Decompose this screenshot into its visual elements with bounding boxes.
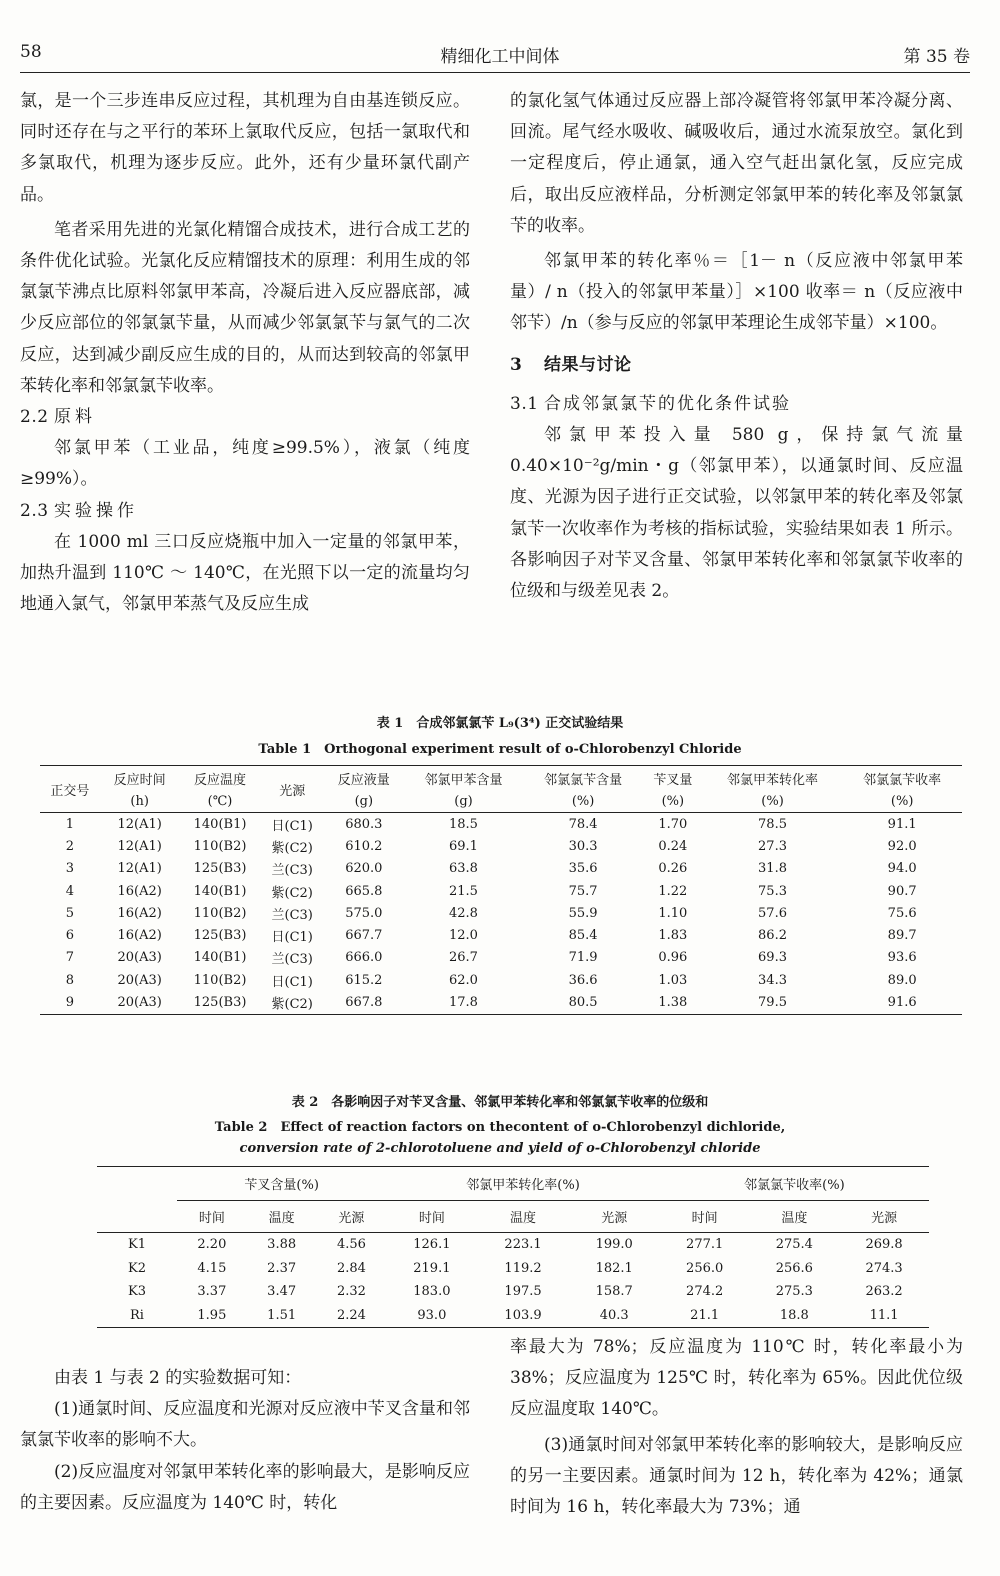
table2-cell: 183.0 bbox=[413, 1284, 451, 1300]
table2-cell: 3.37 bbox=[197, 1284, 227, 1300]
table1-cell: 0.24 bbox=[658, 838, 688, 854]
table1-row bbox=[40, 902, 962, 924]
volume-label: 第 35 卷 bbox=[903, 47, 970, 67]
table1-cell: 69.3 bbox=[758, 950, 787, 966]
table2-caption-en-2: conversion rate of 2-chlorotoluene and yield of o-Chlorobenzyl chloride bbox=[239, 1141, 761, 1156]
table1-cell: 6 bbox=[65, 928, 75, 944]
table1-cell: 140(B1) bbox=[193, 883, 247, 899]
table1-cell: 93.6 bbox=[887, 950, 917, 966]
table1-cell: 75.7 bbox=[568, 883, 598, 899]
table1-caption-cn: 表 1 合成邻氯氯苄 L₉(3⁴) 正交试验结果 bbox=[376, 716, 624, 731]
table2-cell: 11.1 bbox=[869, 1307, 899, 1323]
table2-subheader: 光源 bbox=[839, 1201, 929, 1233]
table2-subheader: 光源 bbox=[569, 1201, 660, 1233]
table1-cell: 615.2 bbox=[345, 972, 383, 988]
bottom-right-column bbox=[510, 1332, 963, 1523]
table1-cell: 20(A3) bbox=[117, 972, 162, 988]
table1-cell: 12(A1) bbox=[117, 838, 162, 854]
table1-cell: 125(B3) bbox=[193, 861, 247, 877]
table2-cell: K1 bbox=[128, 1237, 146, 1253]
table1-unit: (h) bbox=[100, 790, 180, 813]
section-2-3-heading bbox=[20, 496, 470, 527]
table2-cell: 2.32 bbox=[336, 1284, 366, 1300]
table2-row bbox=[97, 1280, 929, 1304]
table1-cell: 620.0 bbox=[345, 861, 383, 877]
table1-cell: 1.10 bbox=[658, 905, 688, 921]
table2-subheader: 温度 bbox=[247, 1201, 317, 1233]
table1-unit: (%) bbox=[703, 790, 843, 813]
section-title: 原料 bbox=[54, 407, 96, 428]
table2-cell: 119.2 bbox=[504, 1260, 542, 1276]
table1-row bbox=[40, 858, 962, 880]
table1-cell: 57.6 bbox=[758, 905, 787, 921]
table2-cell: Ri bbox=[130, 1307, 144, 1323]
table1-cell: 12(A1) bbox=[117, 861, 162, 877]
table2-subheader: 温度 bbox=[750, 1201, 840, 1233]
table1-row bbox=[40, 880, 962, 902]
table1-cell: 63.8 bbox=[449, 861, 478, 877]
table1-cell: 94.0 bbox=[887, 861, 917, 877]
table1-cell: 667.8 bbox=[345, 995, 383, 1011]
left-column bbox=[20, 86, 470, 620]
table1-row bbox=[40, 835, 962, 857]
table1-header: 光源 bbox=[260, 766, 323, 813]
table2-cell: 274.2 bbox=[686, 1284, 724, 1300]
table2-subheader: 光源 bbox=[317, 1201, 387, 1233]
section-number: 3.1 bbox=[510, 393, 539, 414]
table1-cell: 62.0 bbox=[449, 972, 478, 988]
table2-cell: 40.3 bbox=[599, 1307, 629, 1323]
table2-cell: 158.7 bbox=[595, 1284, 633, 1300]
table2-cell: 93.0 bbox=[417, 1307, 447, 1323]
table1-cell: 1.70 bbox=[658, 816, 688, 832]
table1-row bbox=[40, 813, 962, 836]
table2-corner bbox=[97, 1167, 177, 1233]
bottom-right-para-2: (3)通氯时间对邻氯甲苯转化率的影响较大，是影响反应的另一主要因素。通氯时间为 12 h，转化率为 42%；通氯时间为 16 h，转化率最大为 73%；通 bbox=[510, 1434, 963, 1518]
table1-cell: 18.5 bbox=[449, 816, 478, 832]
table2-cell: 2.84 bbox=[336, 1260, 366, 1276]
table2 bbox=[97, 1166, 929, 1328]
table1-cell: 110(B2) bbox=[193, 905, 247, 921]
table1-unit: (g) bbox=[404, 790, 524, 813]
table2-cell: 256.0 bbox=[686, 1260, 724, 1276]
table1-unit: (%) bbox=[842, 790, 962, 813]
table1-cell: 5 bbox=[65, 905, 75, 921]
table2-row bbox=[97, 1304, 929, 1328]
table1-unit: (℃) bbox=[180, 790, 261, 813]
right-para-1: 的氯化氢气体通过反应器上部冷凝管将邻氯甲苯冷凝分离、回流。尾气经水吸收、碱吸收后，通过水流泵放空。氯化到一定程度后，停止通氯，通入空气赶出氯化氢，反应完成后，取出反应液样品，分析测定邻氯甲苯的转化率及邻氯氯苄的收率。 bbox=[510, 91, 963, 236]
table1-cell: 78.4 bbox=[568, 816, 598, 832]
bottom-left-para-2: (1)通氯时间、反应温度和光源对反应液中苄叉含量和邻氯氯苄收率的影响不大。 bbox=[20, 1399, 470, 1451]
table1-header: 反应液量 bbox=[337, 772, 390, 788]
table1-cell: 610.2 bbox=[345, 838, 383, 854]
table1-cell: 91.6 bbox=[887, 995, 917, 1011]
bottom-left-para-3: (2)反应温度对邻氯甲苯转化率的影响最大，是影响反应的主要因素。反应温度为 140℃ 时，转化 bbox=[20, 1461, 470, 1513]
right-para-3: 邻氯甲苯投入量 580 g，保持氯气流量 0.40×10⁻²g/min・g（邻氯甲苯），以通氯时间、反应温度、光源为因子进行正交试验，以邻氯甲苯的转化率及邻氯氯苄一次收率作为考核的指标试验，实验结果如表 1 所示。各影响因子对苄叉含量、邻氯甲苯转化率和邻氯氯苄收率的位级和与级差见表 2。 bbox=[510, 425, 963, 602]
table2-cell: 199.0 bbox=[595, 1237, 633, 1253]
table2-row bbox=[97, 1233, 929, 1257]
table2-cell: 1.95 bbox=[197, 1307, 227, 1323]
table2-cell: 1.51 bbox=[267, 1307, 297, 1323]
table1-cell: 21.5 bbox=[449, 883, 478, 899]
table1-cell: 12.0 bbox=[449, 928, 478, 944]
page-number: 58 bbox=[20, 42, 42, 62]
table1-cell: 1.22 bbox=[658, 883, 688, 899]
table2-subheader: 时间 bbox=[177, 1201, 247, 1233]
table2-cell: 197.5 bbox=[504, 1284, 542, 1300]
table2-cell: 21.1 bbox=[690, 1307, 720, 1323]
table1-cell: 78.5 bbox=[758, 816, 787, 832]
left-para-3: 邻氯甲苯（工业品，纯度≥99.5%），液氯（纯度≥99%）。 bbox=[20, 438, 470, 490]
table1-cell: 69.1 bbox=[449, 838, 478, 854]
section-2-2-heading bbox=[20, 402, 470, 433]
right-para-2: 邻氯甲苯的转化率％＝［1－ n（反应液中邻氯甲苯量）/ n（投入的邻氯甲苯量）］×100 收率＝ n（反应液中邻苄）/n（参与反应的邻氯甲苯理论生成邻苄量）×100。 bbox=[510, 251, 963, 334]
table2-cell: 126.1 bbox=[413, 1237, 451, 1253]
table1-cell: 31.8 bbox=[758, 861, 787, 877]
table1-row bbox=[40, 924, 962, 946]
table2-cell: 3.47 bbox=[267, 1284, 297, 1300]
table2-cell: 2.20 bbox=[197, 1237, 227, 1253]
table1-cell: 16(A2) bbox=[117, 883, 162, 899]
table1-cell: 42.8 bbox=[449, 905, 478, 921]
table1-cell: 75.3 bbox=[758, 883, 787, 899]
table2-group-header: 邻氯氯苄收率(%) bbox=[660, 1167, 929, 1201]
table2-cell: 274.3 bbox=[865, 1260, 903, 1276]
table2-cell: 182.1 bbox=[595, 1260, 633, 1276]
table2-cell: 4.56 bbox=[336, 1237, 366, 1253]
table2-caption-cn: 表 2 各影响因子对苄叉含量、邻氯甲苯转化率和邻氯氯苄收率的位级和 bbox=[291, 1095, 709, 1110]
table1-cell: 125(B3) bbox=[193, 995, 247, 1011]
table1-unit: (%) bbox=[523, 790, 643, 813]
table1-cell: 12(A1) bbox=[117, 816, 162, 832]
table2-caption-en-1: Table 2 Effect of reaction factors on thecontent of o-Chlorobenzyl dichloride, bbox=[214, 1120, 786, 1135]
table2-subheader: 温度 bbox=[477, 1201, 568, 1233]
table2-cell: 4.15 bbox=[197, 1260, 227, 1276]
table1-unit: (g) bbox=[324, 790, 404, 813]
table1-cell: 日(C1) bbox=[271, 818, 313, 834]
table1-cell: 35.6 bbox=[568, 861, 598, 877]
table1-cell: 日(C1) bbox=[271, 930, 313, 946]
table1 bbox=[40, 765, 962, 1015]
table1-cell: 140(B1) bbox=[193, 816, 247, 832]
table1-cell: 1 bbox=[65, 816, 75, 832]
table1-cell: 89.7 bbox=[887, 928, 917, 944]
table1-cell: 666.0 bbox=[345, 950, 383, 966]
table1-cell: 34.3 bbox=[758, 972, 787, 988]
table1-cell: 日(C1) bbox=[271, 974, 313, 990]
table2-group-header: 苄叉含量(%) bbox=[177, 1167, 386, 1201]
table1-cell: 0.26 bbox=[658, 861, 688, 877]
section-title: 合成邻氯氯苄的优化条件试验 bbox=[544, 393, 791, 414]
table1-cell: 110(B2) bbox=[193, 838, 247, 854]
table1-header: 邻氯氯苄收率 bbox=[863, 772, 942, 788]
table1-cell: 26.7 bbox=[449, 950, 478, 966]
table1-row bbox=[40, 947, 962, 969]
section-3-heading bbox=[510, 350, 963, 381]
table1-cell: 667.7 bbox=[345, 928, 383, 944]
table1-cell: 79.5 bbox=[758, 995, 787, 1011]
header-rule bbox=[20, 72, 970, 73]
table1-cell: 680.3 bbox=[345, 816, 383, 832]
table1-cell: 9 bbox=[65, 995, 75, 1011]
table2-cell: 275.3 bbox=[775, 1284, 813, 1300]
table1-cell: 90.7 bbox=[887, 883, 917, 899]
table2-subheader: 时间 bbox=[386, 1201, 477, 1233]
section-3-1-heading bbox=[510, 389, 963, 420]
table1-cell: 0.96 bbox=[658, 950, 688, 966]
table2-group-header: 邻氯甲苯转化率(%) bbox=[386, 1167, 660, 1201]
table1-cell: 兰(C3) bbox=[271, 863, 313, 879]
table1-cell: 紫(C2) bbox=[271, 840, 313, 856]
section-number: 3 bbox=[510, 354, 523, 375]
table1-cell: 125(B3) bbox=[193, 928, 247, 944]
left-para-2: 笔者采用先进的光氯化精馏合成技术，进行合成工艺的条件优化试验。光氯化反应精馏技术的原理：利用生成的邻氯氯苄沸点比原料邻氯甲苯高，冷凝后进入反应器底部，减少反应部位的邻氯氯苄量，从而减少邻氯氯苄与氯气的二次反应，达到减少副反应生成的目的，从而达到较高的邻氯甲苯转化率和邻氯氯苄收率。 bbox=[20, 219, 470, 396]
table1-cell: 55.9 bbox=[568, 905, 598, 921]
table1-cell: 4 bbox=[65, 883, 75, 899]
table1-cell: 80.5 bbox=[568, 995, 598, 1011]
table1-header: 苄叉量 bbox=[653, 772, 693, 788]
table2-cell: 2.37 bbox=[267, 1260, 297, 1276]
table1-cell: 16(A2) bbox=[117, 928, 162, 944]
table1-cell: 92.0 bbox=[887, 838, 917, 854]
table1-header: 邻氯氯苄含量 bbox=[544, 772, 623, 788]
table1-cell: 16(A2) bbox=[117, 905, 162, 921]
table1-cell: 8 bbox=[65, 972, 75, 988]
table1-cell: 30.3 bbox=[568, 838, 598, 854]
bottom-right-para-1: 率最大为 78%；反应温度为 110℃ 时，转化率最小为 38%；反应温度为 125℃ 时，转化率为 65%。因此优位级反应温度取 140℃。 bbox=[510, 1337, 963, 1420]
table1-cell: 75.6 bbox=[887, 905, 917, 921]
table1-cell: 2 bbox=[65, 838, 75, 854]
table1-header: 邻氯甲苯转化率 bbox=[727, 772, 819, 788]
table1-cell: 兰(C3) bbox=[271, 907, 313, 923]
table1-caption-en: Table 1 Orthogonal experiment result of o-Chlorobenzyl Chloride bbox=[258, 742, 742, 757]
section-title: 结果与讨论 bbox=[544, 354, 632, 375]
table1-cell: 紫(C2) bbox=[271, 997, 313, 1013]
table2-cell: 275.4 bbox=[775, 1237, 813, 1253]
table1-cell: 7 bbox=[65, 950, 75, 966]
right-column bbox=[510, 86, 963, 607]
table1-cell: 27.3 bbox=[758, 838, 787, 854]
table2-cell: K2 bbox=[128, 1260, 146, 1276]
table2-cell: 256.6 bbox=[775, 1260, 813, 1276]
table1-header: 反应时间 bbox=[113, 772, 166, 788]
table1-cell: 36.6 bbox=[568, 972, 598, 988]
section-title: 实验操作 bbox=[54, 500, 138, 521]
table2-cell: 263.2 bbox=[865, 1284, 903, 1300]
table1-cell: 110(B2) bbox=[193, 972, 247, 988]
table1-cell: 20(A3) bbox=[117, 950, 162, 966]
table2-cell: 219.1 bbox=[413, 1260, 451, 1276]
table1-header: 邻氯甲苯含量 bbox=[424, 772, 503, 788]
table2-cell: 269.8 bbox=[865, 1237, 903, 1253]
table1-cell: 665.8 bbox=[345, 883, 383, 899]
table1-cell: 17.8 bbox=[449, 995, 478, 1011]
table2-cell: K3 bbox=[128, 1284, 146, 1300]
table2-subheader: 时间 bbox=[660, 1201, 750, 1233]
table2-cell: 223.1 bbox=[504, 1237, 542, 1253]
table1-row bbox=[40, 969, 962, 991]
left-para-4: 在 1000 ml 三口反应烧瓶中加入一定量的邻氯甲苯，加热升温到 110℃ ～ 140℃，在光照下以一定的流量均匀地通入氯气，邻氯甲苯蒸气及反应生成 bbox=[20, 531, 470, 615]
journal-title: 精细化工中间体 bbox=[440, 47, 560, 67]
table2-cell: 18.8 bbox=[779, 1307, 809, 1323]
table1-cell: 兰(C3) bbox=[271, 952, 313, 968]
table1-cell: 3 bbox=[65, 861, 75, 877]
table1-cell: 89.0 bbox=[887, 972, 917, 988]
table1-cell: 575.0 bbox=[345, 905, 383, 921]
table1-cell: 1.03 bbox=[658, 972, 688, 988]
table1-cell: 85.4 bbox=[568, 928, 598, 944]
table1-cell: 86.2 bbox=[758, 928, 787, 944]
table2-cell: 3.88 bbox=[267, 1237, 297, 1253]
table1-cell: 20(A3) bbox=[117, 995, 162, 1011]
left-para-1: 氯，是一个三步连串反应过程，其机理为自由基连锁反应。同时还存在与之平行的苯环上氯取代反应，包括一氯取代和多氯取代，机理为逐步反应。此外，还有少量环氯代副产品。 bbox=[20, 91, 470, 205]
table1-cell: 1.38 bbox=[658, 995, 688, 1011]
table2-cell: 277.1 bbox=[686, 1237, 724, 1253]
section-number: 2.3 bbox=[20, 500, 49, 521]
table1-header: 正交号 bbox=[40, 766, 100, 813]
table2-cell: 103.9 bbox=[504, 1307, 542, 1323]
section-number: 2.2 bbox=[20, 407, 49, 428]
table1-cell: 1.83 bbox=[658, 928, 688, 944]
bottom-left-para-1: 由表 1 与表 2 的实验数据可知： bbox=[54, 1368, 302, 1388]
bottom-left-column bbox=[20, 1363, 470, 1519]
table1-cell: 紫(C2) bbox=[271, 885, 313, 901]
table1-cell: 91.1 bbox=[887, 816, 917, 832]
table2-cell: 2.24 bbox=[336, 1307, 366, 1323]
table1-cell: 71.9 bbox=[568, 950, 598, 966]
table1-unit: (%) bbox=[643, 790, 703, 813]
table1-row bbox=[40, 991, 962, 1014]
table1-cell: 140(B1) bbox=[193, 950, 247, 966]
table1-header: 反应温度 bbox=[194, 772, 247, 788]
table2-row bbox=[97, 1257, 929, 1281]
